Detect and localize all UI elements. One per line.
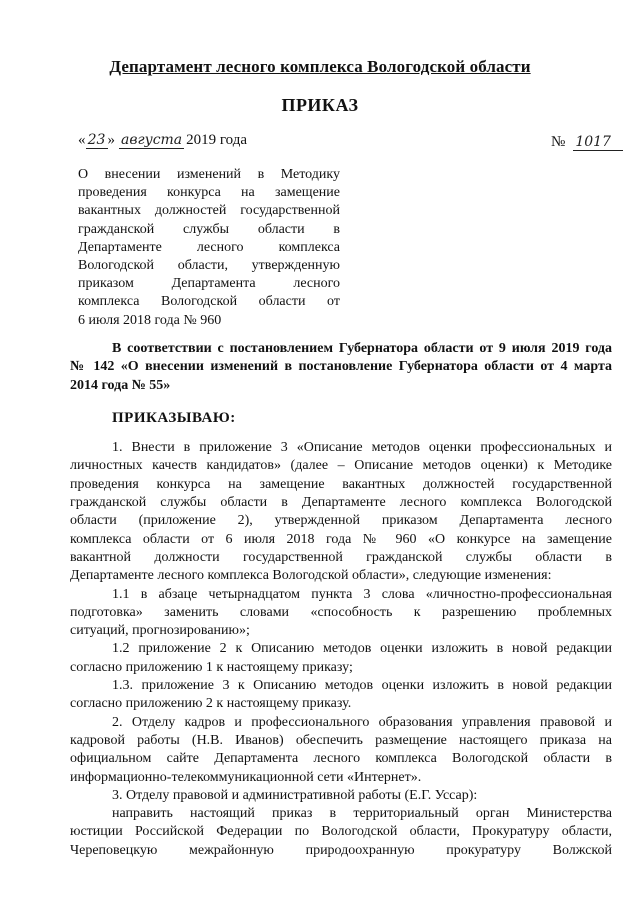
item-paragraph (70, 640, 612, 677)
date-open-quote: « (78, 132, 86, 148)
paragraph-line: 1. Внести в приложение 3 «Описание методов оценки профессиональных и (112, 440, 612, 456)
order-body (70, 340, 612, 860)
department-header (0, 57, 640, 77)
item-paragraph (70, 805, 612, 860)
paragraph-line: ситуаций, прогнозированию»; (70, 623, 250, 639)
item-paragraph (70, 586, 612, 641)
date-year: 2019 года (186, 132, 248, 148)
preamble-paragraph (70, 340, 612, 395)
paragraph-line: 1.1 в абзаце четырнадцатом пункта 3 слова «личностно-профессиональная (112, 586, 612, 602)
date-day-handwritten: 23 (86, 133, 108, 149)
subject-line: приказом Департамента лесного (78, 276, 340, 292)
preamble-line: В соответствии с постановлением Губернатора области от 9 июля 2019 года (112, 341, 612, 356)
item-paragraph (70, 714, 612, 787)
item-paragraph (70, 439, 612, 585)
item-paragraph (70, 787, 612, 805)
paragraph-line: 3. Отделу правовой и административной работы (Е.Г. Уссар): (112, 787, 478, 803)
paragraph-line: Череповецкую межрайонную природоохранную прокуратуру Волжской (70, 842, 612, 858)
order-number (551, 134, 623, 151)
paragraph-line: кадровой работы (Н.В. Иванов) обеспечить размещение настоящего приказа на (70, 732, 612, 748)
subject-line: гражданской службы области в (78, 221, 340, 237)
order-title: ПРИКАЗ (281, 95, 359, 115)
subject-line: Вологодской области, утвержденную (78, 258, 340, 274)
paragraph-line: 1.2 приложение 2 к Описанию методов оценки изложить в новой редакции (112, 641, 612, 657)
date-month-handwritten: августа (121, 132, 183, 148)
department-name: Департамент лесного комплекса Вологодской области (109, 57, 531, 76)
paragraph-line: вакантной должности государственной гражданской службы области в (70, 549, 612, 565)
subject-line: О внесении изменений в Методику (78, 167, 340, 182)
preamble-line: 2014 года № 55» (70, 377, 171, 393)
subject-line: 6 июля 2018 года № 960 (78, 312, 222, 328)
paragraph-line: согласно приложению 1 к настоящему приказу; (70, 659, 353, 675)
paragraph-line: комплекса области от 6 июля 2018 года № 960 «О конкурсе на замещение (70, 531, 612, 547)
paragraph-line: 2. Отделу кадров и профессионального образования управления правовой и (112, 714, 612, 730)
subject-line: комплекса Вологодской области от (78, 294, 340, 310)
order-date (78, 132, 247, 149)
paragraph-line: гражданской службы области в Департаменте лесного комплекса Вологодской (70, 495, 612, 511)
paragraph-line: проведения конкурса на замещение вакантных должностей государственной (70, 476, 612, 492)
number-value-handwritten: 1017 (573, 135, 623, 151)
number-label: № (551, 134, 566, 150)
paragraph-line: 1.3. приложение 3 к Описанию методов оценки изложить в новой редакции (112, 678, 612, 694)
paragraph-line: Департаменте лесного комплекса Вологодской области», следующие изменения: (70, 568, 552, 584)
paragraph-line: области (приложение 2), утвержденной приказом Департамента лесного (70, 513, 612, 529)
paragraph-line: личностных качеств кандидатов» (далее – Описание методов оценки) к Методике (70, 458, 612, 474)
paragraph-line: юстиции Российской Федерации по Вологодской области, Прокуратуру области, (70, 824, 612, 840)
paragraph-line: направить настоящий приказ в территориальный орган Министерства (112, 806, 612, 822)
paragraph-line: официальном сайте Департамента лесного комплекса Вологодской области в (70, 751, 612, 767)
paragraph-line: информационно-телекоммуникационной сети «Интернет». (70, 769, 422, 785)
subject-line: проведения конкурса на замещение (78, 185, 340, 201)
subject-line: Департаменте лесного комплекса (78, 239, 340, 255)
preamble-line: № 142 «О внесении изменений в постановление Губернатора области от 4 марта (70, 359, 612, 375)
paragraph-line: подготовка» заменить словами «способность к разрешению проблемных (70, 604, 612, 620)
order-subject (78, 166, 340, 330)
date-close-quote: » (107, 132, 115, 148)
command-heading: ПРИКАЗЫВАЮ: (112, 409, 236, 426)
subject-line: вакантных должностей государственной (78, 203, 340, 219)
paragraph-line: согласно приложению 2 к настоящему приказу. (70, 696, 352, 712)
item-paragraph (70, 677, 612, 714)
